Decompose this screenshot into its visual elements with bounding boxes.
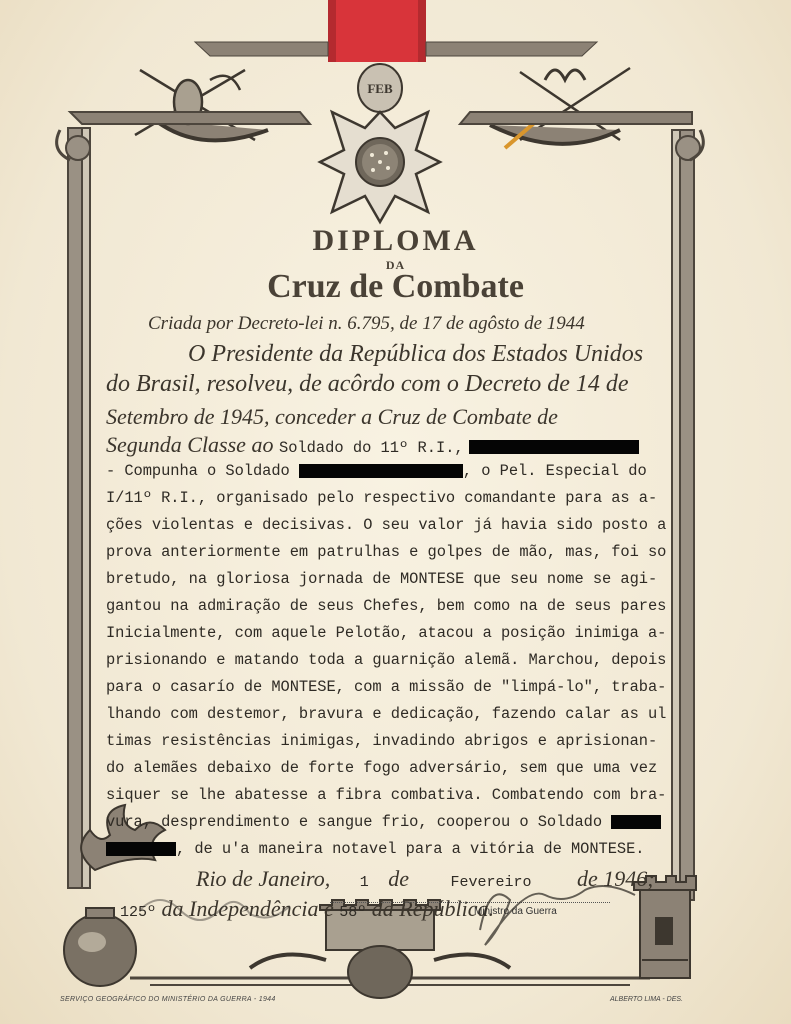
citation-text: - Compunha o Soldado <box>106 462 290 480</box>
redacted-name <box>611 815 661 829</box>
citation-line <box>106 813 661 831</box>
preamble-line-1: O Presidente da República dos Estados Unidos <box>188 341 644 367</box>
left-weapons-emblem-icon <box>135 70 268 140</box>
citation-line: siquer se lhe abatesse a fibra combativa. Combatendo com bra- <box>106 786 667 804</box>
place-name: Rio de Janeiro, <box>196 866 331 891</box>
date-day: 1 <box>359 874 369 891</box>
date-year: de 1946; <box>577 866 655 891</box>
citation-line: do alemães debaixo de forte fogo adversário, sem que uma vez <box>106 759 658 777</box>
republic-number: 58º <box>339 904 367 921</box>
citation-text: , de u'a maneira notavel para a vitória de MONTESE. <box>176 840 645 858</box>
diploma-subtitle: Cruz de Combate <box>267 268 524 305</box>
independence-text: da Independência e <box>161 896 334 921</box>
citation-line: Inicialmente, com aquele Pelotão, atacou a posição inimiga a- <box>106 624 667 642</box>
citation-line: I/11º R.I., organisado pelo respectivo comandante para as a- <box>106 489 658 507</box>
designer-credit: ALBERTO LIMA - DES. <box>610 996 684 1003</box>
citation-line: prisionando e matando toda a guarnição alemã. Marchou, depois <box>106 651 667 669</box>
redacted-name <box>106 842 176 856</box>
citation-line: lhando com destemor, bravura e dedicação, fazendo calar as ul <box>106 705 667 723</box>
citation-line <box>106 840 644 858</box>
right-weapons-emblem-icon <box>490 68 630 148</box>
minister-title: Ministro da Guerra <box>474 906 557 917</box>
citation-line: para o casarío de MONTESE, com a missão de "limpá-lo", traba- <box>106 678 667 696</box>
citation-line: gantou na admiração de seus Chefes, bem como na de seus pares <box>106 597 667 615</box>
preamble-line-4 <box>106 432 639 458</box>
citation-line: ções violentas e decisivas. O seu valor já havia sido posto a <box>106 516 667 534</box>
redacted-name <box>299 464 463 478</box>
citation-line: prova anteriormente em patrulhas e golpes de mão, mas, foi so <box>106 543 667 561</box>
diploma-title-connector: DA <box>385 258 406 272</box>
diploma-title: DIPLOMA <box>312 224 479 257</box>
citation-line <box>106 462 647 480</box>
republic-text: da República. <box>371 896 494 921</box>
date-connector: de <box>388 866 409 891</box>
creation-decree-line: Criada por Decreto-lei n. 6.795, de 17 de agôsto de 1944 <box>148 313 585 334</box>
preamble-line-2: do Brasil, resolveu, de acôrdo com o Decreto de 14 de <box>106 371 629 397</box>
medal-badge-text: FEB <box>367 81 393 96</box>
handwritten-signatures <box>120 870 680 950</box>
printer-credit: SERVIÇO GEOGRÁFICO DO MINISTÉRIO DA GUERRA - 1944 <box>60 996 276 1003</box>
redacted-name <box>469 440 639 454</box>
independence-number: 125º <box>120 904 157 921</box>
citation-text: , o Pel. Especial do <box>462 462 647 480</box>
citation-text: vura, desprendimento e sangue frio, cooperou o Soldado <box>106 813 603 831</box>
award-class: Segunda Classe ao <box>106 432 274 457</box>
citation-line: timas resistências inimigas, invadindo abrigos e aprisionan- <box>106 732 658 750</box>
citation-line: bretudo, na gloriosa jornada de MONTESE que seu nome se agi- <box>106 570 658 588</box>
preamble-line-3: Setembro de 1945, conceder a Cruz de Combate de <box>106 404 558 429</box>
cross-medal-icon <box>320 64 440 222</box>
recipient-unit: Soldado do 11º R.I., <box>278 439 464 457</box>
date-month: Fevereiro <box>450 874 532 891</box>
ribbon <box>328 0 426 62</box>
